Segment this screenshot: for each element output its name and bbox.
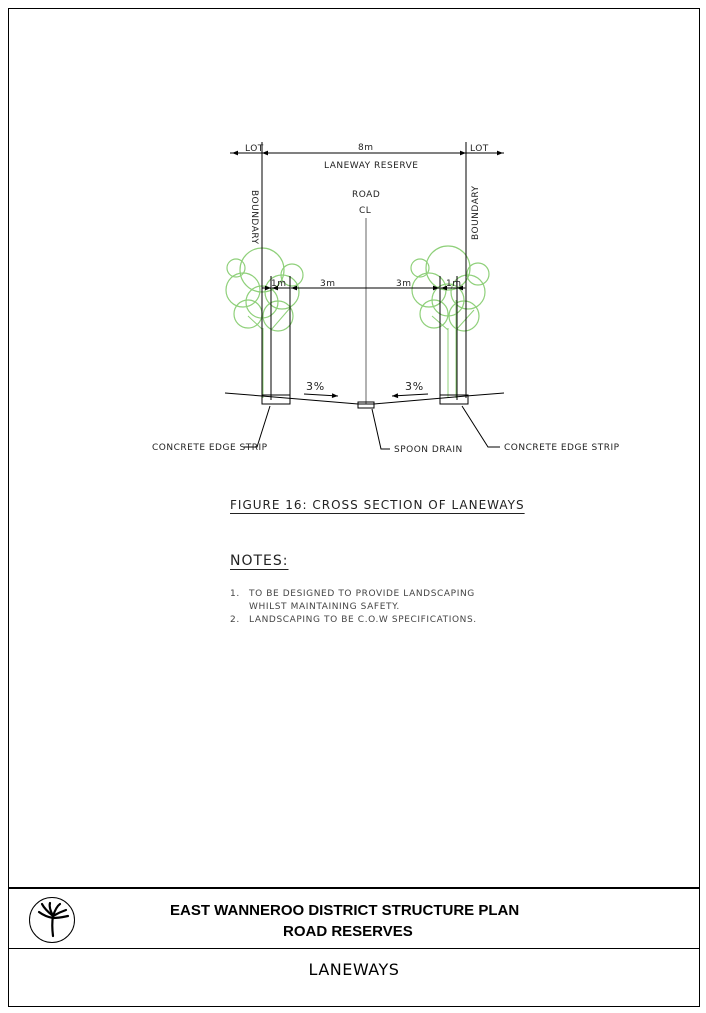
grade-right-label: 3% [405, 380, 425, 393]
tree-left-icon [226, 248, 303, 398]
grass-tree-logo-icon [29, 897, 75, 943]
note-item [230, 614, 509, 627]
boundary-right-label: BOUNDARY [471, 185, 481, 240]
reserve-width-label: 8m [358, 143, 374, 153]
note-number: 1. [230, 589, 240, 599]
callout-edge-strip-right: CONCRETE EDGE STRIP [504, 443, 620, 453]
note-number: 2. [230, 615, 240, 625]
title-block [8, 887, 700, 949]
sheet-title: LANEWAYS [308, 960, 400, 979]
dimension-1m-left: 1m [271, 279, 287, 289]
dimension-1m-right: 1m [446, 279, 462, 289]
lot-right-label: LOT [470, 144, 489, 154]
dimension-3m-left: 3m [320, 279, 336, 289]
note-text: TO BE DESIGNED TO PROVIDE LANDSCAPING WHILST MAINTAINING SAFETY. [249, 589, 475, 612]
grade-left-label: 3% [306, 380, 326, 393]
tree-right-icon [411, 246, 489, 398]
boundary-left-label: BOUNDARY [249, 190, 259, 245]
centreline-label: CL [359, 206, 372, 216]
notes-list [230, 588, 509, 627]
callout-edge-strip-left: CONCRETE EDGE STRIP [152, 443, 268, 453]
laneway-reserve-label: LANEWAY RESERVE [324, 161, 419, 171]
title-line-1: EAST WANNEROO DISTRICT STRUCTURE PLAN [170, 902, 520, 919]
title-line-2: ROAD RESERVES [283, 923, 413, 940]
callout-spoon-drain: SPOON DRAIN [394, 445, 463, 455]
note-text: LANDSCAPING TO BE C.O.W SPECIFICATIONS. [249, 615, 477, 625]
note-item [230, 588, 509, 614]
lot-left-label: LOT [245, 144, 264, 154]
dimension-3m-right: 3m [396, 279, 412, 289]
figure-caption: FIGURE 16: CROSS SECTION OF LANEWAYS [230, 498, 525, 512]
notes-heading: NOTES: [230, 553, 289, 569]
road-label: ROAD [352, 190, 381, 200]
